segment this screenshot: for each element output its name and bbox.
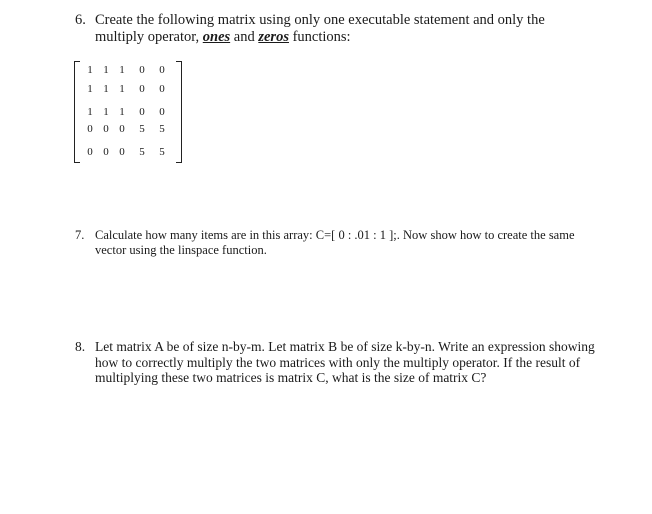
matrix-cell: 0	[159, 64, 165, 76]
question-7-number: 7.	[75, 228, 85, 242]
matrix-cell: 1	[119, 64, 125, 76]
matrix-cell: 1	[87, 83, 93, 95]
matrix-cell: 0	[139, 64, 145, 76]
question-8	[75, 339, 595, 386]
question-7	[75, 228, 595, 258]
matrix-cell: 0	[159, 83, 165, 95]
question-7-text: Calculate how many items are in this array: C=[ 0 : .01 : 1 ];. Now show how to create the same vector using the linspace function.	[95, 228, 575, 257]
matrix-cell: 5	[139, 123, 145, 135]
ones-function-name: ones	[202, 29, 231, 45]
matrix-cell: 1	[119, 83, 125, 95]
zeros-function-name: zeros	[258, 29, 289, 45]
question-6	[75, 12, 575, 46]
matrix-cell: 1	[119, 106, 125, 118]
matrix-cell: 5	[159, 146, 165, 158]
matrix-cell: 0	[87, 123, 93, 135]
matrix-cell: 1	[103, 64, 109, 76]
matrix-cell: 0	[119, 146, 125, 158]
matrix-cell: 0	[119, 123, 125, 135]
matrix-cell: 0	[103, 146, 109, 158]
question-6-part1: Create the following matrix using only one executable statement and only the multiply operator,	[95, 12, 545, 45]
question-6-text	[95, 12, 575, 46]
matrix-cell: 1	[87, 64, 93, 76]
matrix-cell: 5	[159, 123, 165, 135]
matrix-cell: 0	[103, 123, 109, 135]
matrix-cell: 1	[103, 83, 109, 95]
question-8-text: Let matrix A be of size n-by-m. Let matrix B be of size k-by-n. Write an expression showing how to correctly multiply the two matrices with only the multiply operator. If the result of multiplying these two matrices is matrix C, what is the size of matrix C?	[95, 339, 595, 385]
matrix-right-bracket	[176, 61, 182, 163]
question-6-and: and	[230, 29, 259, 45]
matrix-cell: 1	[87, 106, 93, 118]
matrix-cell: 1	[103, 106, 109, 118]
matrix-cell: 0	[139, 106, 145, 118]
matrix-cell: 5	[139, 146, 145, 158]
question-8-number: 8.	[75, 339, 86, 354]
matrix-cell: 0	[159, 106, 165, 118]
matrix-cell: 0	[139, 83, 145, 95]
question-6-part2: functions:	[288, 29, 351, 45]
matrix-left-bracket	[74, 61, 80, 163]
matrix-cell: 0	[87, 146, 93, 158]
matrix	[74, 61, 182, 163]
question-6-number: 6.	[75, 12, 86, 28]
